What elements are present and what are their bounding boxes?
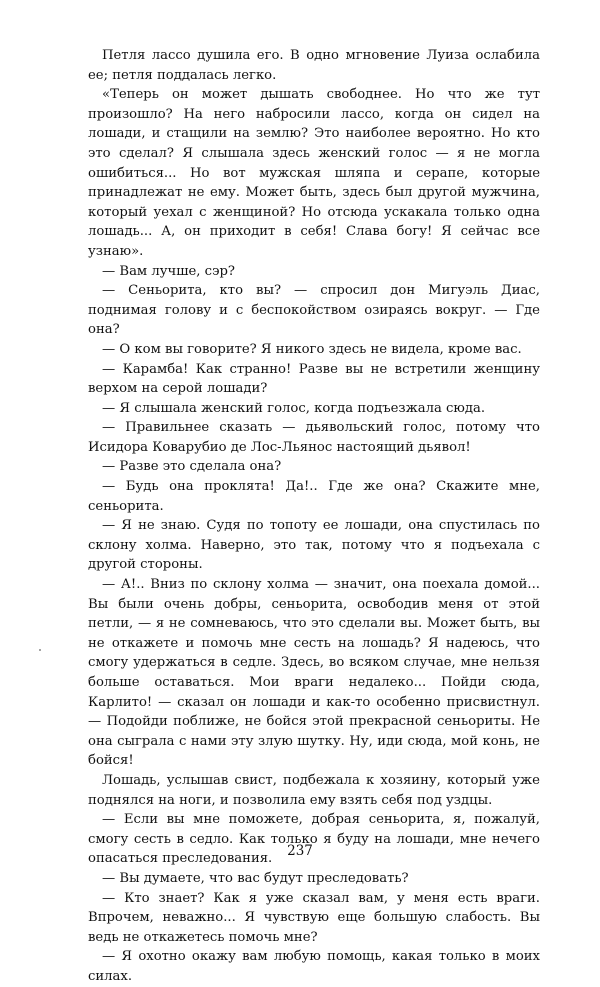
page-number: 237	[287, 843, 313, 859]
paragraph: — Правильнее сказать — дьявольский голос, потому что Исидора Коварубио де Лос-Льянос настоящий дьявол!	[88, 420, 540, 455]
paragraph: — Вам лучше, сэр?	[102, 263, 235, 279]
paragraph: Петля лассо душила его. В одно мгновение Луиза ослабила ее; петля поддалась легко.	[88, 48, 540, 83]
paragraph: Лошадь, услышав свист, подбежала к хозяину, который уже поднялся на ноги, и позволила ему взять себя под уздцы.	[88, 772, 540, 808]
paragraph: — Будь она проклята! Да!.. Где же она? Скажите мне, сеньорита.	[88, 479, 540, 514]
paragraph: — Я не знаю. Судя по топоту ее лошади, она спустилась по склону холма. Наверно, это так, потому что я подъехала с другой стороны.	[88, 518, 540, 573]
paragraph: — Карамба! Как странно! Разве вы не встретили женщину верхом на серой лошади?	[88, 361, 540, 397]
paragraph: — О ком вы говорите? Я никого здесь не видела, кроме вас.	[102, 341, 522, 357]
paragraph: — Я охотно окажу вам любую помощь, какая только в моих силах.	[88, 949, 540, 984]
paragraph: «Теперь он может дышать свободнее. Но что же тут произошло? На него набросили лассо, когда он сидел на лошади, и стащили на землю? Это наиболее вероятно. Но кто это сделал? Я слышала здесь женский голос — я не могла ошибиться... Но вот мужская шляпа и серапе, которые принадлежат не ему. Может быть, здесь был другой мужчина, который уехал с женщиной? Но отсюда ускакала только одна лошадь... А, он приходит в себя! Слава богу! Я сейчас все узнаю».	[88, 87, 540, 259]
paragraph: — А!.. Вниз по склону холма — значит, она поехала домой... Вы были очень добры, сеньорита, освободив меня от этой петли, — я не сомневаюсь, что это сделали вы. Может быть, вы не откажете и помочь мне сесть на лошадь? Я надеюсь, что смогу удержаться в седле. Здесь, во всяком случае, мне нельзя больше оставаться. Мои враги недалеко... Пойди сюда, Карлито! — сказал он лошади и как-то особенно присвистнул. — Подойди поближе, не бойся этой прекрасной сеньориты. Не она сыграла с нами эту злую шутку. Ну, иди сюда, мой конь, не бойся!	[88, 577, 540, 769]
paragraph: — Кто знает? Как я уже сказал вам, у меня есть враги. Впрочем, неважно... Я чувствую еще большую слабость. Вы ведь не откажетесь помочь мне?	[88, 890, 540, 945]
paragraph: — Вы думаете, что вас будут преследовать?	[102, 870, 409, 886]
paragraph: — Если вы мне поможете, добрая сеньорита, я, пожалуй, смогу сесть в седло. Как только я буду на лошади, мне нечего опасаться преследования.	[88, 812, 540, 867]
paragraph: — Сеньорита, кто вы? — спросил дон Мигуэль Диас, поднимая голову и с беспокойством озираясь вокруг. — Где она?	[88, 283, 540, 338]
margin-mark	[39, 649, 41, 651]
paragraph: — Я слышала женский голос, когда подъезжала сюда.	[102, 400, 486, 416]
paragraph: — Разве это сделала она?	[102, 459, 282, 475]
